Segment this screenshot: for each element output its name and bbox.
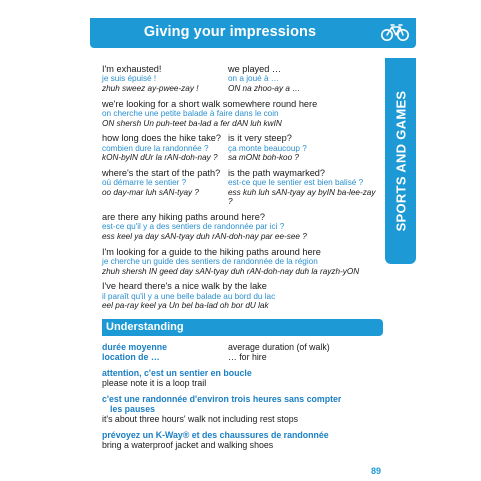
phrase-right: [228, 64, 382, 94]
french-phrase: est-ce que le sentier est bien balisé ?: [228, 178, 364, 188]
french-phrase: combien dure la randonnée ?: [102, 143, 209, 153]
phrase-right: [228, 133, 382, 163]
sentence-entry: [102, 430, 387, 450]
bicycle-icon: [380, 22, 410, 42]
english-phrase: how long does the hike take?: [102, 133, 222, 144]
english-phrase: I'm exhausted!: [102, 64, 162, 74]
pronunciation: oo day-mar luh sAN-tyay ?: [102, 187, 199, 197]
page-number: 89: [371, 466, 382, 476]
pronunciation: sa mONt boh-koo ?: [228, 153, 299, 163]
french-sentence: attention, c'est un sentier en boucle: [102, 368, 252, 378]
pronunciation: kON-byIN dUr la rAN-doh-nay ?: [102, 153, 218, 163]
french-term: location de …: [102, 352, 160, 362]
english-phrase: I've heard there's a nice walk by the lake: [102, 281, 267, 292]
english-phrase: is the path waymarked?: [228, 167, 326, 178]
pronunciation: zhuh shersh IN geed day sAN-tyay duh rAN-doh-nay duh la rayzh-yON: [102, 266, 360, 276]
english-phrase: is it very steep?: [228, 133, 292, 144]
pronunciation: ess keel ya day sAN-tyay duh rAN-doh-nay par ee-see ?: [102, 231, 307, 241]
english-meaning: … for hire: [228, 352, 267, 362]
french-phrase: est-ce qu'il y a des sentiers de randonnée par ici ?: [102, 222, 285, 232]
section-title: Giving your impressions: [143, 24, 317, 40]
phrase-left: [102, 168, 228, 207]
understanding-header: [102, 319, 383, 336]
term-row: [102, 342, 387, 352]
understanding-list: [102, 342, 387, 450]
french-phrase: où démarre le sentier ?: [102, 178, 187, 188]
term-row: [102, 352, 387, 362]
french-sentence: c'est une randonnée d'environ trois heures sans compter: [102, 394, 342, 404]
phrase-left: [102, 133, 228, 163]
pronunciation: eel pa-ray keel ya Un bel ba-lad oh bor dU lak: [102, 301, 269, 311]
phrase-entry: [102, 247, 382, 277]
phrase-pair: [102, 168, 382, 207]
french-sentence-continued: les pauses: [110, 404, 155, 414]
pronunciation: ess kuh luh sAN-tyay ay byIN ba-lee-zay ?: [228, 187, 376, 207]
phrase-entry: [102, 281, 382, 311]
phrase-entry: [102, 99, 382, 129]
english-phrase: are there any hiking paths around here?: [102, 211, 265, 222]
english-phrase: where's the start of the path?: [102, 167, 221, 178]
english-sentence: please note it is a loop trail: [102, 378, 207, 388]
pronunciation: ON na zhoo-ay a …: [228, 84, 301, 93]
english-meaning: average duration (of walk): [228, 342, 330, 352]
header-bar: [90, 18, 416, 48]
chapter-tab-label: SPORTS AND GAMES: [393, 90, 408, 232]
english-phrase: we played …: [228, 64, 282, 74]
phrase-entry: [102, 212, 382, 242]
french-term: durée moyenne: [102, 342, 168, 352]
french-phrase: ça monte beaucoup ?: [228, 143, 307, 153]
phrase-left: [102, 64, 228, 94]
french-sentence: prévoyez un K-Way® et des chaussures de randonnée: [102, 430, 329, 440]
french-phrase: on a joué à …: [228, 74, 279, 84]
phrase-right: [228, 168, 382, 207]
french-phrase: je cherche un guide des sentiers de randonnée de la région: [102, 256, 318, 266]
english-phrase: I'm looking for a guide to the hiking paths around here: [102, 246, 321, 257]
pronunciation: ON shersh Un puh-teet ba-lad a fer dAN luh kwIN: [102, 118, 282, 128]
french-phrase: on cherche une petite balade à faire dans le coin: [102, 109, 279, 118]
french-phrase: il paraît qu'il y a une belle balade au bord du lac: [102, 291, 276, 301]
understanding-title: Understanding: [106, 321, 184, 333]
english-phrase: we're looking for a short walk somewhere round here: [102, 98, 318, 109]
sentence-entry: [102, 368, 387, 388]
sentence-entry: [102, 394, 387, 424]
french-phrase: je suis épuisé !: [102, 74, 157, 84]
english-sentence: bring a waterproof jacket and walking shoes: [102, 440, 274, 450]
chapter-tab: [385, 58, 416, 264]
phrase-pair: [102, 133, 382, 163]
pronunciation: zhuh sweez ay-pwee-zay !: [102, 84, 199, 93]
phrase-pair: [102, 64, 382, 94]
phrase-list: [102, 64, 382, 316]
english-sentence: it's about three hours' walk not including rest stops: [102, 414, 299, 424]
